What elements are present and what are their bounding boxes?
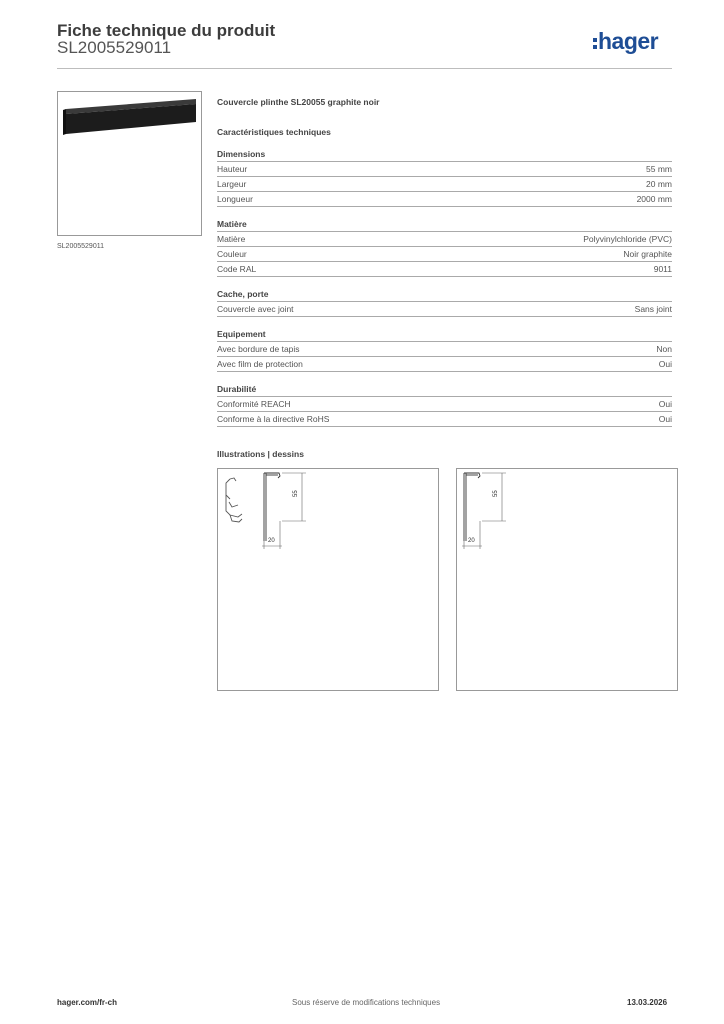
small-profile-icon xyxy=(226,478,242,522)
spec-row xyxy=(217,412,672,427)
spec-row xyxy=(217,247,672,262)
spec-row xyxy=(217,192,672,207)
spec-label: Conforme à la directive RoHS xyxy=(217,414,330,424)
footer-date: 13.03.2026 xyxy=(627,998,668,1007)
spec-value: Oui xyxy=(658,399,672,409)
illustrations-title: Illustrations | dessins xyxy=(217,449,304,459)
spec-label: Conformité REACH xyxy=(217,399,291,409)
spec-row xyxy=(217,232,672,247)
spec-value: Non xyxy=(656,344,672,354)
spec-group xyxy=(217,289,672,317)
spec-label: Code RAL xyxy=(217,264,257,274)
spec-label: Avec film de protection xyxy=(217,359,303,369)
spec-group-title: Durabilité xyxy=(217,384,672,397)
spec-label: Couleur xyxy=(217,249,247,259)
spec-group xyxy=(217,384,672,427)
spec-value: 55 mm xyxy=(646,164,672,174)
specs-title: Caractéristiques techniques xyxy=(217,127,331,137)
spec-group-title: Cache, porte xyxy=(217,289,672,302)
technical-drawing-2 xyxy=(456,468,678,691)
width-dimension-label: 20 xyxy=(468,538,475,544)
spec-label: Hauteur xyxy=(217,164,248,174)
spec-value: Sans joint xyxy=(634,304,672,314)
technical-drawing-1 xyxy=(217,468,439,691)
spec-value: 20 mm xyxy=(646,179,672,189)
product-name: Couvercle plinthe SL20055 graphite noir xyxy=(217,97,380,107)
spec-value: Noir graphite xyxy=(623,249,672,259)
spec-row xyxy=(217,357,672,372)
height-dimension-label: 55 xyxy=(493,490,499,497)
height-dimension-label: 55 xyxy=(293,490,299,497)
photo-caption: SL2005529011 xyxy=(57,243,104,250)
footer-disclaimer: Sous réserve de modifications techniques xyxy=(292,998,441,1007)
spec-value: 9011 xyxy=(653,264,672,274)
spec-row xyxy=(217,342,672,357)
spec-label: Largeur xyxy=(217,179,247,189)
spec-value: 2000 mm xyxy=(636,194,672,204)
width-dimension-label: 20 xyxy=(268,538,275,544)
document-title: Fiche technique du produit xyxy=(57,21,276,40)
spec-row xyxy=(217,177,672,192)
logo-text: hager xyxy=(598,28,659,54)
drawing-1-svg xyxy=(218,469,438,690)
product-photo xyxy=(57,91,202,236)
footer-website[interactable]: hager.com/fr-ch xyxy=(57,998,118,1007)
spec-label: Longueur xyxy=(217,194,253,204)
hager-logo xyxy=(593,28,658,55)
spec-group xyxy=(217,149,672,207)
spec-row xyxy=(217,397,672,412)
spec-groups xyxy=(217,149,672,427)
spec-group-title: Equipement xyxy=(217,329,672,342)
logo-dots-icon xyxy=(593,35,597,50)
spec-group xyxy=(217,329,672,372)
spec-row xyxy=(217,302,672,317)
header-divider xyxy=(57,68,672,69)
spec-label: Avec bordure de tapis xyxy=(217,344,300,354)
spec-label: Couvercle avec joint xyxy=(217,304,294,314)
product-photo-image xyxy=(58,92,201,235)
spec-group-title: Dimensions xyxy=(217,149,672,162)
spec-value: Polyvinylchloride (PVC) xyxy=(583,234,672,244)
spec-value: Oui xyxy=(658,414,672,424)
spec-row xyxy=(217,262,672,277)
spec-value: Oui xyxy=(658,359,672,369)
spec-label: Matière xyxy=(217,234,246,244)
spec-group-title: Matière xyxy=(217,219,672,232)
product-code: SL2005529011 xyxy=(57,38,172,57)
drawing-2-svg xyxy=(457,469,677,690)
spec-content xyxy=(217,97,672,427)
spec-group xyxy=(217,219,672,277)
spec-row xyxy=(217,162,672,177)
